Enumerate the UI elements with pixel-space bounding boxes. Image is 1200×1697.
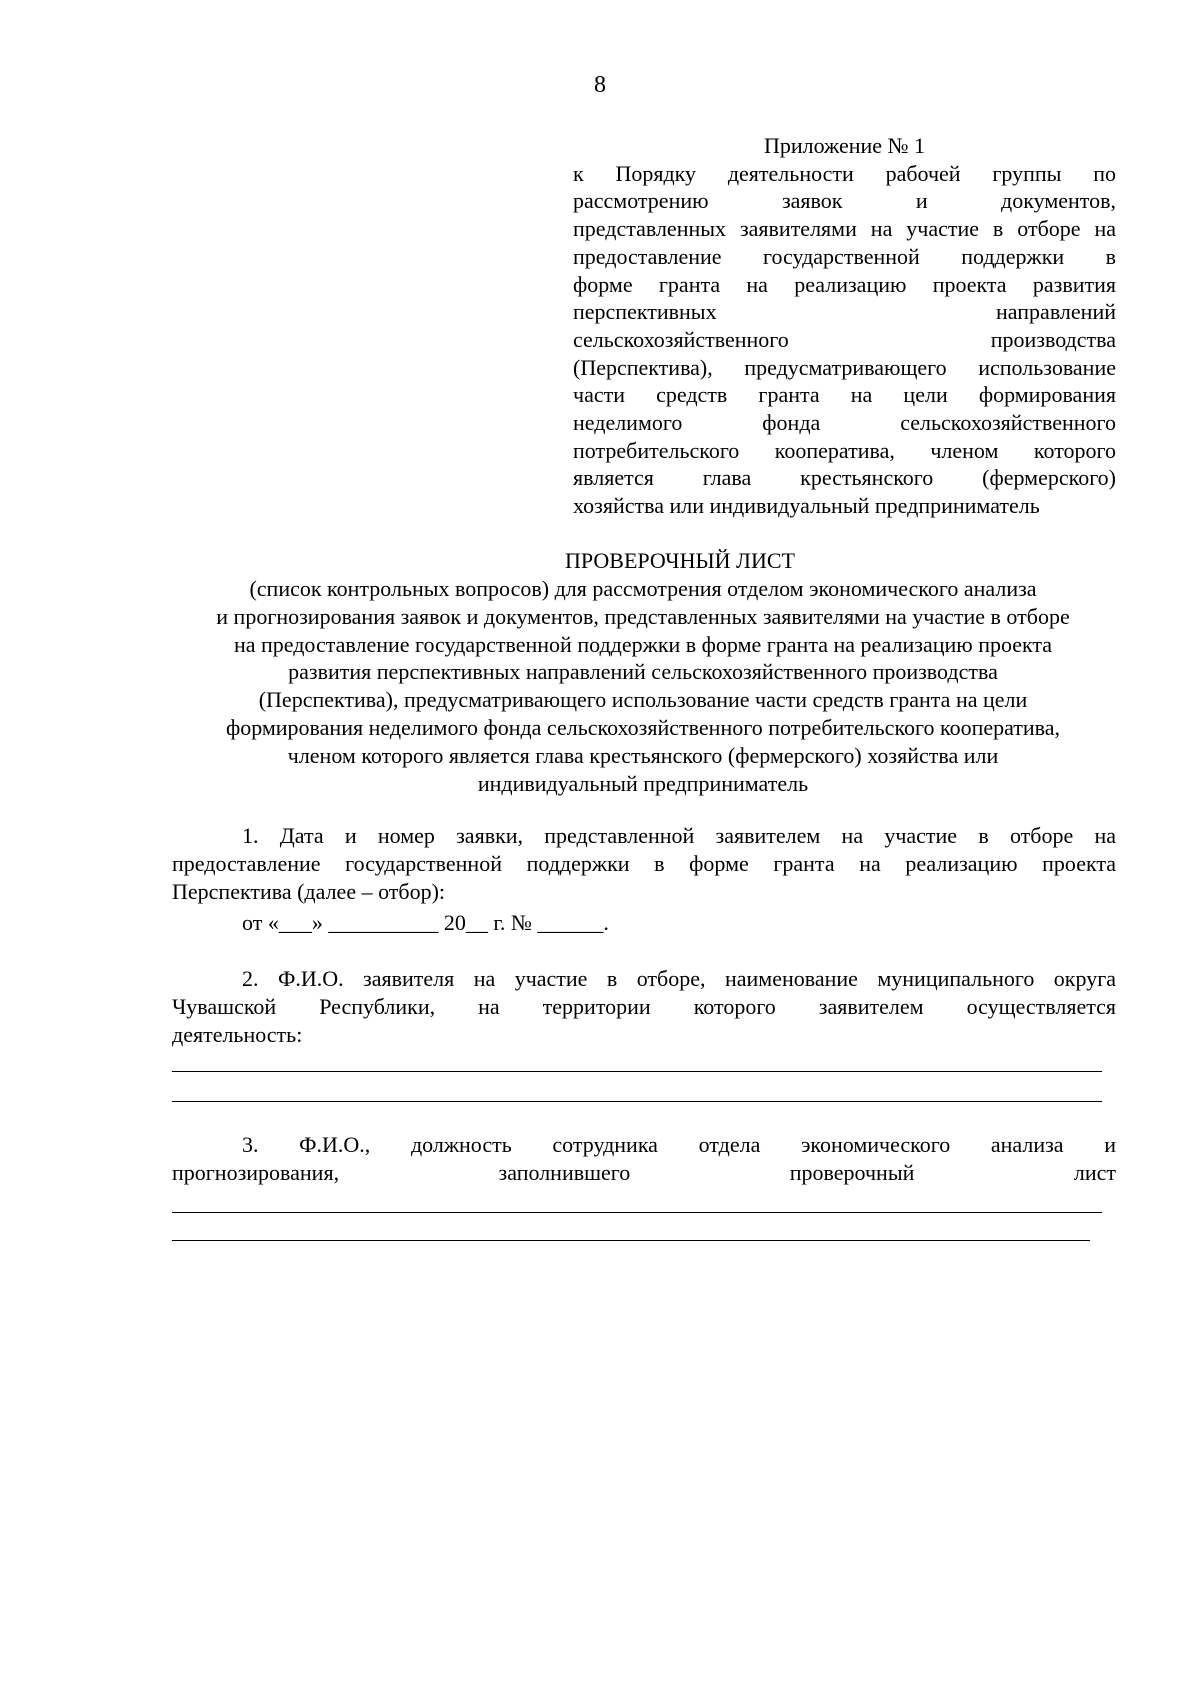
appendix-line: части средств гранта на цели формирования xyxy=(573,382,1116,408)
section-2-line: 2. Ф.И.О. заявителя на участие в отборе, наименование муниципального округа xyxy=(242,966,1116,991)
section-2-line: деятельность: xyxy=(172,1021,303,1047)
section-2-applicant xyxy=(172,965,1116,1048)
appendix-line: является глава крестьянского (фермерского) xyxy=(573,465,1116,491)
employee-fill-line-1[interactable] xyxy=(172,1212,1102,1213)
applicant-fill-line-2[interactable] xyxy=(172,1101,1102,1102)
section-1-line: 1. Дата и номер заявки, представленной заявителем на участие в отборе на xyxy=(242,823,1116,848)
subtitle-line: формирования неделимого фонда сельскохозяйственного потребительского кооператива, xyxy=(225,714,1061,740)
appendix-line: представленных заявителями на участие в отборе на xyxy=(573,216,1116,242)
application-date-field[interactable]: от «___» __________ 20__ г. № ______. xyxy=(242,910,609,935)
section-3-line: 3. Ф.И.О., должность сотрудника отдела экономического анализа и xyxy=(242,1132,1116,1157)
section-1-line: предоставление государственной поддержки в форме гранта на реализацию проекта xyxy=(172,850,1116,876)
appendix-text xyxy=(573,160,1116,520)
appendix-line: хозяйства или индивидуальный предприниматель xyxy=(573,493,1040,519)
subtitle-line: (список контрольных вопросов) для рассмотрения отделом экономического анализа xyxy=(249,576,1037,601)
appendix-line: предоставление государственной поддержки в xyxy=(573,243,1116,269)
section-3-employee xyxy=(172,1131,1116,1187)
appendix-block xyxy=(573,132,1116,520)
applicant-fill-line-1[interactable] xyxy=(172,1071,1102,1072)
appendix-line: потребительского кооператива, членом которого xyxy=(573,437,1116,463)
section-1-application-date xyxy=(172,822,1116,905)
subtitle-line: развития перспективных направлений сельскохозяйственного производства xyxy=(288,659,998,685)
appendix-line: к Порядку деятельности рабочей группы по xyxy=(573,160,1116,186)
subtitle-line: на предоставление государственной поддержки в форме гранта на реализацию проекта xyxy=(233,631,1053,657)
subtitle-line: (Перспектива), предусматривающего использование части средств гранта на цели xyxy=(258,687,1028,713)
page-number: 8 xyxy=(594,72,606,98)
document-title: ПРОВЕРОЧНЫЙ ЛИСТ xyxy=(565,548,795,573)
appendix-line: (Перспектива), предусматривающего использование xyxy=(573,354,1116,380)
subtitle-line: индивидуальный предприниматель xyxy=(477,770,809,796)
appendix-line: сельскохозяйственного производства xyxy=(573,326,1116,352)
appendix-line: неделимого фонда сельскохозяйственного xyxy=(573,410,1116,436)
section-1-line: Перспектива (далее – отбор): xyxy=(172,878,446,904)
appendix-line: перспективных направлений xyxy=(573,299,1116,325)
appendix-line: форме гранта на реализацию проекта развития xyxy=(573,271,1116,297)
appendix-title: Приложение № 1 xyxy=(763,133,926,158)
subtitle-line: членом которого является глава крестьянского (фермерского) хозяйства или xyxy=(287,742,999,768)
subtitle-line: и прогнозирования заявок и документов, представленных заявителями на участие в отборе xyxy=(216,603,1070,629)
appendix-line: рассмотрению заявок и документов, xyxy=(573,188,1116,214)
document-subtitle xyxy=(160,575,1126,797)
section-2-line: Чувашской Республики, на территории которого заявителем осуществляется xyxy=(172,993,1116,1019)
section-3-line: прогнозирования, заполнившего проверочный лист xyxy=(172,1159,1116,1185)
employee-fill-line-2[interactable] xyxy=(172,1240,1090,1241)
